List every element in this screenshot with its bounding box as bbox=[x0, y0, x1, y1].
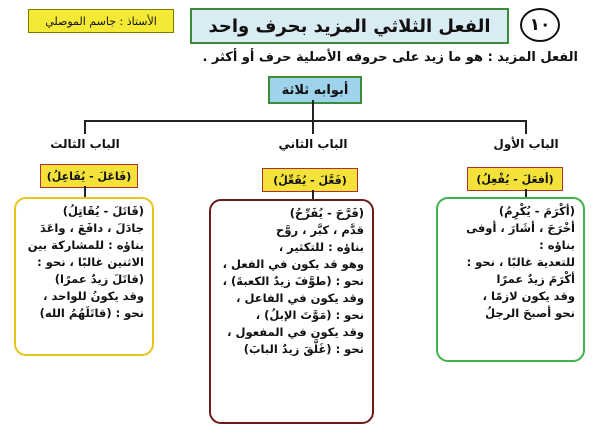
root-node: أبوابه ثلاثة bbox=[268, 76, 362, 104]
pattern-second: (فَعَّلَ - يُفَعِّلُ) bbox=[262, 168, 358, 192]
card-line: الاثنين غالبًا ، نحو : bbox=[37, 255, 144, 269]
card-first-form bbox=[436, 197, 585, 362]
connector-root-down bbox=[312, 100, 314, 120]
card-line: (فَرَّحَ - يُفَرِّحُ) bbox=[289, 206, 364, 220]
connector-third-card bbox=[84, 186, 86, 197]
card-line: (قاتَلَ زيدٌ عمرًا) bbox=[54, 272, 144, 286]
card-line: وقد يكون لازمًا ، bbox=[482, 289, 575, 303]
connector-horizontal bbox=[84, 120, 526, 122]
branch-title-first: الباب الأول bbox=[493, 137, 559, 151]
card-line: أخْرَجَ ، أشَارَ ، أوفى bbox=[466, 221, 575, 235]
card-line: قدَّم ، كبَّر ، روَّح bbox=[276, 223, 364, 237]
card-line: نحو : (غَلَّقَ زيدٌ البابَ) bbox=[243, 342, 364, 356]
connector-second-card bbox=[312, 190, 314, 199]
card-line: بناؤه : للتكثير ، bbox=[278, 240, 364, 254]
card-line: نحو : (مَوَّتَ الإبلُ) ، bbox=[255, 308, 364, 322]
pattern-first: (أفعَلَ - يُفْعِلُ) bbox=[467, 167, 563, 191]
pattern-third: (فَاعَلَ - يُفَاعِلُ) bbox=[40, 164, 138, 188]
connector-branch-1 bbox=[525, 120, 527, 134]
connector-branch-3 bbox=[84, 120, 86, 134]
connector-branch-2 bbox=[312, 120, 314, 134]
card-line: للتعدية غالبًا ، نحو : bbox=[466, 255, 575, 269]
definition-text: الفعل المزيد : هو ما زيد على حروفه الأصلية حرف أو أكثر . bbox=[202, 50, 578, 65]
connector-first-card bbox=[525, 189, 527, 197]
page-number: ١٠ bbox=[520, 8, 560, 42]
card-line: بناؤه : bbox=[539, 238, 575, 252]
card-line: بناؤه : للمشاركة بين bbox=[27, 238, 144, 252]
branch-title-second: الباب الثاني bbox=[278, 137, 348, 151]
card-line: وقد يكون في المفعول ، bbox=[227, 325, 364, 339]
card-second-form bbox=[209, 199, 374, 424]
card-third-form bbox=[14, 197, 154, 356]
card-line: نحو : (قاتَلَهُمُ الله) bbox=[39, 306, 144, 320]
card-line: نحو : (طوَّفَ زيدٌ الكعبةَ) ، bbox=[222, 274, 364, 288]
card-line: وهو قد يكون في الفعل ، bbox=[222, 257, 364, 271]
branch-title-third: الباب الثالث bbox=[50, 137, 120, 151]
card-line: جادَلَ ، دافَعَ ، واعَدَ bbox=[39, 221, 144, 235]
card-line: نحو أصبحَ الرجلُ bbox=[485, 306, 575, 320]
card-line: أكْرَمَ زيدٌ عمرًا bbox=[496, 272, 575, 286]
page-title: الفعل الثلاثي المزيد بحرف واحد bbox=[190, 8, 509, 44]
card-line: وقد يكونُ للواحد ، bbox=[43, 289, 144, 303]
card-line: وقد يكون في الفاعل ، bbox=[236, 291, 364, 305]
card-line: (أكْرَمَ - يُكْرِمُ) bbox=[498, 204, 575, 218]
card-line: (قَاتَلَ - يُقَاتِلُ) bbox=[62, 204, 144, 218]
teacher-label: الأستاذ : جاسم الموصلي bbox=[28, 9, 174, 33]
